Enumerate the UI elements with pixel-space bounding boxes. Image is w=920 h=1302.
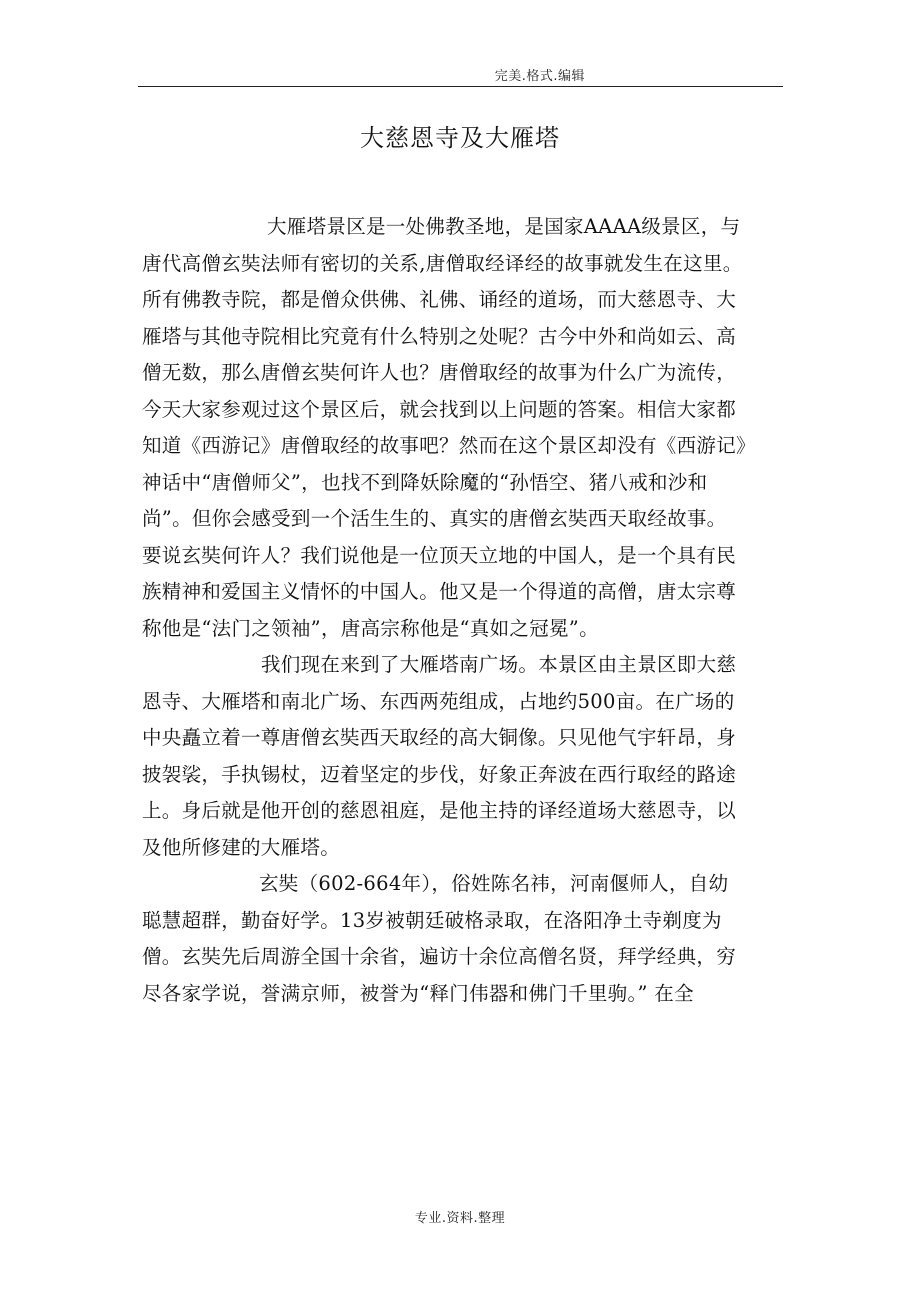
text-line: 僧无数，那么唐僧玄奘何许人也？唐僧取经的故事为什么广为流传， [142,361,737,384]
text-line: 中央矗立着一尊唐僧玄奘西天取经的高大铜像。只见他气宇轩昂，身 [142,726,737,749]
page-footer: 专业.资料.整理 [414,1211,506,1226]
text-line: 大雁塔景区是一处佛教圣地，是国家AAAA级景区，与 [267,215,741,238]
text-line: 僧。玄奘先后周游全国十余省，遍访十余位高僧名贤，拜学经典，穷 [142,945,737,968]
text-line: 尚”。但你会感受到一个活生生的、真实的唐僧玄奘西天取经故事。 [142,507,727,530]
text-line: 知道《西游记》唐僧取经的故事吧？然而在这个景区却没有《西游记》 [142,434,756,457]
text-line: 雁塔与其他寺院相比究竟有什么特别之处呢？古今中外和尚如云、高 [142,324,737,348]
text-line: 所有佛教寺院，都是僧众供佛、礼佛、诵经的道场，而大慈恩寺、大 [142,288,737,311]
header-text: 完美.格式.编辑 [494,69,585,84]
text-line: 尽各家学说，誉满京师，被誉为“释门伟器和佛门千里驹。” 在全 [142,981,694,1005]
paragraph-3 [142,866,782,1012]
text-line: 聪慧超群，勤奋好学。13岁被朝廷破格录取，在洛阳净土寺剃度为 [142,908,722,932]
text-line: 玄奘（602-664年），俗姓陈名祎，河南偃师人，自幼 [259,872,729,895]
text-line: 族精神和爱国主义情怀的中国人。他又是一个得道的高僧，唐太宗尊 [142,580,737,603]
text-line: 及他所修建的大雁塔。 [142,835,341,859]
text-line: 要说玄奘何许人？我们说他是一位顶天立地的中国人，是一个具有民 [142,543,737,567]
body-text [142,209,782,1012]
text-line: 今天大家参观过这个景区后，就会找到以上问题的答案。相信大家都 [142,397,737,421]
page-header [138,62,783,87]
paragraph-1 [142,209,782,647]
text-line: 神话中“唐僧师父”，也找不到降妖除魔的“孙悟空、猪八戒和沙和 [142,470,708,494]
text-line: 披袈裟，手执锡杖，迈着坚定的步伐，好象正奔波在西行取经的路途 [142,762,737,786]
document-title: 大慈恩寺及大雁塔 [360,124,560,152]
text-line: 恩寺、大雁塔和南北广场、东西两苑组成，占地约500亩。在广场的 [142,689,735,713]
text-line: 唐代高僧玄奘法师有密切的关系,唐僧取经译经的故事就发生在这里。 [142,251,743,275]
text-line: 上。身后就是他开创的慈恩祖庭，是他主持的译经道场大慈恩寺，以 [142,799,737,822]
paragraph-2 [142,647,782,866]
text-line: 称他是“法门之领袖”，唐高宗称他是“真如之冠冕”。 [142,616,599,640]
text-line: 我们现在来到了大雁塔南广场。本景区由主景区即大慈 [261,653,737,676]
